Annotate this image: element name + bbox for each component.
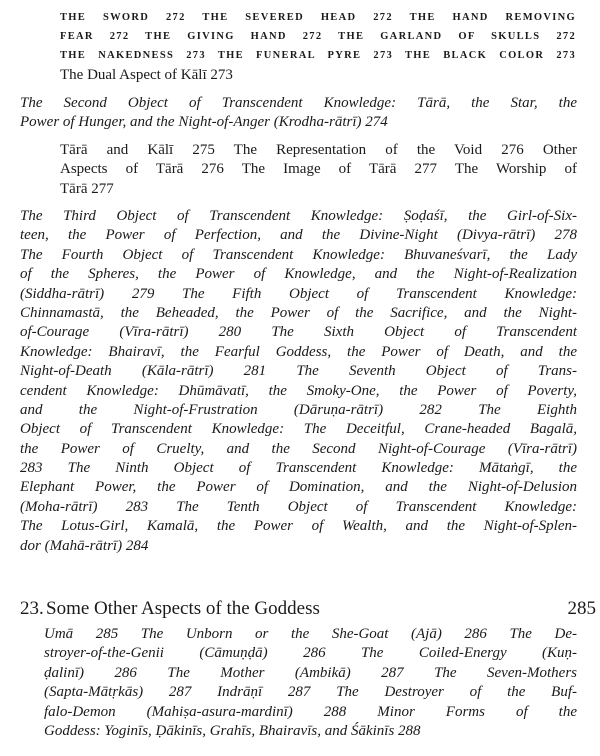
- toc-line: (Sapta-Mātṛkās) 287 Indrāṇī 287 The Destroyer of the Buf-: [44, 684, 577, 701]
- toc-line: the Power of Cruelty, and the Second Night-of-Courage (Vīra-rātrī): [20, 440, 577, 457]
- smallcaps-entry-line: THE NAKEDNESS 273 THE FUNERAL PYRE 273 THE BLACK COLOR 273: [60, 50, 576, 61]
- toc-line: (Siddha-rātrī) 279 The Fifth Object of Transcendent Knowledge:: [20, 285, 577, 302]
- toc-line: Aspects of Tārā 276 The Image of Tārā 277 The Worship of: [60, 161, 577, 178]
- toc-paragraph-objects: [20, 207, 577, 556]
- toc-line: Tārā 277: [60, 180, 114, 197]
- toc-paragraph-second-object: [20, 94, 577, 133]
- toc-line: of-Courage (Vīra-rātrī) 280 The Sixth Object of Transcendent: [20, 324, 577, 341]
- chapter-number: 23.: [20, 598, 44, 619]
- toc-line: Power of Hunger, and the Night-of-Anger (Krodha-rātrī) 274: [20, 114, 388, 131]
- toc-line: Object of Transcendent Knowledge: The Deceitful, Crane-headed Bagalā,: [20, 421, 577, 438]
- toc-line: The Second Object of Transcendent Knowledge: Tārā, the Star, the: [20, 95, 577, 111]
- toc-paragraph-tara: [60, 141, 577, 199]
- toc-line: Elephant Power, the Power of Domination, and the Night-of-Delusion: [20, 479, 577, 496]
- toc-line: Night-of-Death (Kāla-rātrī) 281 The Seventh Object of Trans-: [20, 363, 577, 380]
- smallcaps-entry-line: FEAR 272 THE GIVING HAND 272 THE GARLAND OF SKULLS 272: [60, 31, 576, 42]
- toc-line: Tārā and Kālī 275 The Representation of the Void 276 Other: [60, 142, 577, 158]
- toc-paragraph-chapter-23: [44, 625, 577, 741]
- toc-line: cendent Knowledge: Dhūmāvatī, the Smoky-One, the Power of Poverty,: [20, 382, 577, 399]
- toc-line: The Lotus-Girl, Kamalā, the Power of Wealth, and the Night-of-Splen-: [20, 518, 577, 535]
- chapter-title: Some Other Aspects of the Goddess: [46, 598, 320, 619]
- toc-line: of the Spheres, the Power of Knowledge, and the Night-of-Realization: [20, 266, 577, 283]
- toc-line: stroyer-of-the-Genii (Cāmuṇḍā) 286 The Coiled-Energy (Kuṇ-: [44, 645, 577, 662]
- toc-line: Goddess: Yoginīs, Ḍākinīs, Grahīs, Bhairavīs, and Śākinīs 288: [44, 722, 421, 739]
- toc-line: falo-Demon (Mahiṣa-asura-mardinī) 288 Minor Forms of the: [44, 703, 577, 720]
- toc-line: teen, the Power of Perfection, and the Divine-Night (Divya-rātrī) 278: [20, 227, 577, 244]
- toc-line: and the Night-of-Frustration (Dāruṇa-rātrī) 282 The Eighth: [20, 401, 577, 418]
- chapter-heading: [20, 598, 596, 620]
- toc-line: dor (Mahā-rātrī) 284: [20, 537, 149, 554]
- toc-line: ḍalinī) 286 The Mother (Ambikā) 287 The Seven-Mothers: [44, 664, 577, 681]
- chapter-page-number: 285: [567, 598, 596, 619]
- toc-entry-dual-aspect: The Dual Aspect of Kālī 273: [60, 67, 233, 83]
- smallcaps-entry-line: THE SWORD 272 THE SEVERED HEAD 272 THE HAND REMOVING: [60, 12, 576, 23]
- toc-line: The Third Object of Transcendent Knowledge: Ṣoḍaśī, the Girl-of-Six-: [20, 208, 577, 224]
- toc-line: (Moha-rātrī) 283 The Tenth Object of Transcendent Knowledge:: [20, 498, 577, 515]
- toc-line: The Fourth Object of Transcendent Knowledge: Bhuvaneśvarī, the Lady: [20, 246, 577, 263]
- toc-line: 283 The Ninth Object of Transcendent Knowledge: Mātaṅgī, the: [20, 460, 577, 477]
- toc-line: Chinnamastā, the Beheaded, the Power of the Sacrifice, and the Night-: [20, 304, 577, 321]
- toc-line: Knowledge: Bhairavī, the Fearful Goddess, the Power of Death, and the: [20, 343, 577, 360]
- toc-line: Umā 285 The Unborn or the She-Goat (Ajā) 286 The De-: [44, 626, 577, 642]
